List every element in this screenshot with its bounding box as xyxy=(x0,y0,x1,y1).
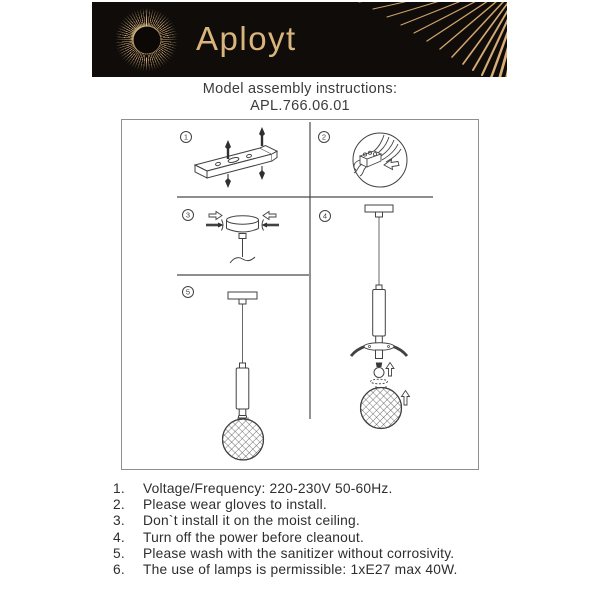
instruction-item xyxy=(113,562,533,578)
brand-wordmark: Aployt xyxy=(196,19,297,57)
instruction-number: 6. xyxy=(113,562,125,578)
instruction-number: 2. xyxy=(113,497,125,513)
instruction-text: The use of lamps is permissible: 1xE27 max 40W. xyxy=(143,562,458,578)
header-text xyxy=(0,81,600,115)
model-code: APL.766.06.01 xyxy=(250,98,350,114)
assembly-diagram xyxy=(121,119,479,470)
page-title: Model assembly instructions: xyxy=(202,81,398,97)
instruction-item xyxy=(113,530,533,546)
instruction-number: 3. xyxy=(113,513,125,529)
sunburst-core xyxy=(133,26,160,53)
canopy-fixing-illustration xyxy=(206,212,279,264)
instruction-text: Please wash with the sanitizer without corrosivity. xyxy=(143,545,455,561)
sunburst-logo-icon xyxy=(115,8,178,71)
instruction-item xyxy=(113,481,533,497)
wiring-connection-illustration xyxy=(353,133,407,187)
step-3-number: 3 xyxy=(185,210,191,220)
brand-banner xyxy=(92,2,507,77)
instruction-number: 1. xyxy=(113,481,125,496)
assembled-pendant-illustration xyxy=(223,292,264,460)
instruction-number: 5. xyxy=(113,545,125,561)
instruction-text: Turn off the power before cleanout. xyxy=(143,529,364,545)
shade-assembly-illustration xyxy=(351,205,410,429)
instruction-item xyxy=(113,497,533,513)
instruction-text: Don`t install it on the moist ceiling. xyxy=(143,513,360,529)
corner-rays-decoration xyxy=(307,2,507,77)
instruction-text: Voltage/Frequency: 220-230V 50-60Hz. xyxy=(143,481,393,496)
instruction-item xyxy=(113,513,533,529)
instruction-number: 4. xyxy=(113,529,125,545)
step-4-number: 4 xyxy=(322,211,328,221)
instruction-item xyxy=(113,546,533,562)
instruction-list xyxy=(113,481,533,578)
step-1-number: 1 xyxy=(183,132,189,142)
step-2-number: 2 xyxy=(321,132,327,142)
step-5-number: 5 xyxy=(185,287,191,297)
instruction-text: Please wear gloves to install. xyxy=(143,497,327,513)
mounting-bracket-illustration xyxy=(195,127,277,188)
